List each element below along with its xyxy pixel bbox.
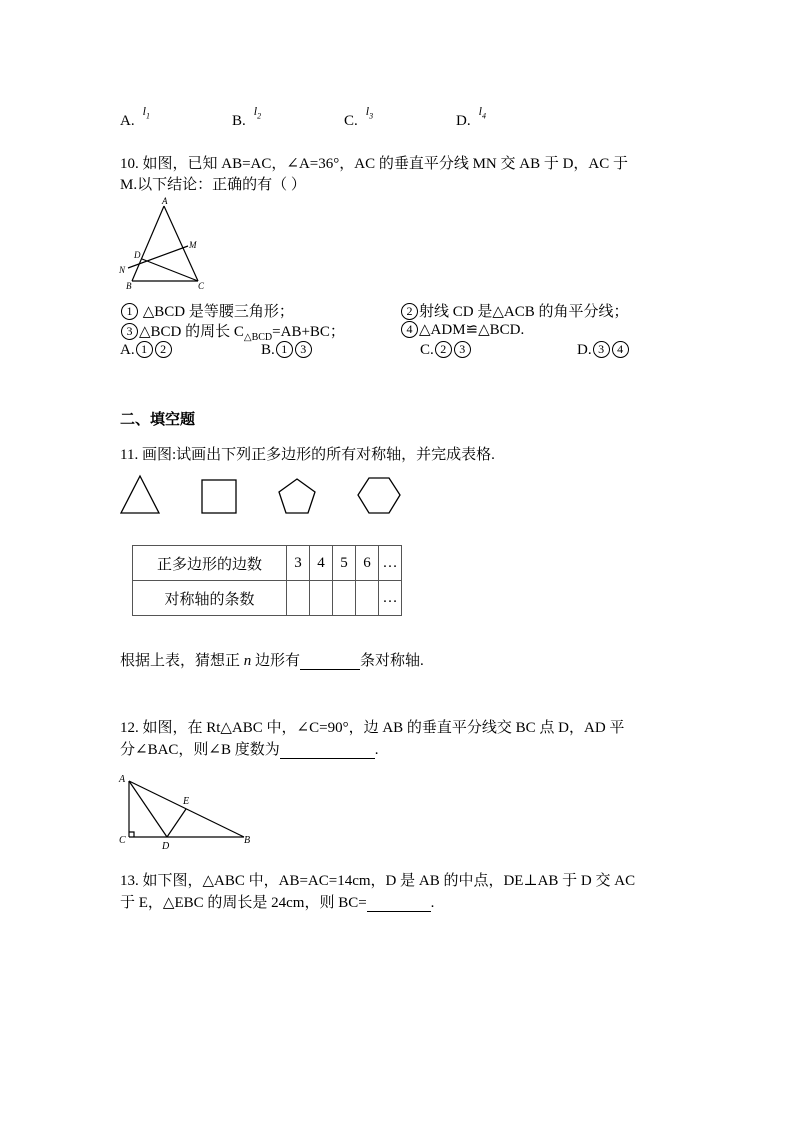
q10-conclusion-1: 1 △BCD 是等腰三角形； (120, 300, 294, 321)
q13-line1: 13. 如下图，△ABC 中，AB=AC=14cm，D 是 AB 的中点，DE⊥AB 于 D 交 AC (120, 873, 636, 889)
q13-line2: 于 E，△EBC 的周长是 24cm，则 BC= . (120, 895, 435, 911)
segment-ad (129, 781, 167, 837)
label-c: C (119, 835, 126, 846)
label-e: E (183, 796, 190, 807)
q10-figure (118, 196, 208, 290)
table-cell: 3 (287, 546, 310, 581)
q10-option-a: A. 1 2 (120, 341, 173, 359)
label-n: N (119, 265, 126, 275)
label-a: A (162, 196, 168, 206)
answer-blank[interactable] (367, 911, 431, 912)
label-d: D (134, 250, 141, 260)
table-cell-blank[interactable] (333, 581, 356, 616)
q10-line2: M.以下结论：正确的有（ ） (120, 177, 306, 193)
q10-conclusion-4: 4 △ADM≌△BCD. (400, 320, 524, 339)
section-title-fill-blank: 二、填空题 (120, 410, 196, 428)
table-row (133, 546, 402, 581)
label-b: B (126, 281, 132, 290)
q10-option-c: C. 2 3 (420, 341, 472, 359)
label-m: M (189, 240, 197, 250)
segment-de (167, 809, 186, 837)
label-b: B (244, 835, 251, 846)
hexagon-shape (358, 478, 400, 513)
table-cell-blank[interactable] (356, 581, 379, 616)
q9-option-b: B.$^{l_2}$ (232, 104, 262, 129)
table-cell: 6 (356, 546, 379, 581)
q12-figure (116, 770, 258, 852)
symmetry-table (132, 545, 402, 616)
edge-ab (132, 206, 164, 281)
table-cell: 4 (310, 546, 333, 581)
answer-blank[interactable] (280, 758, 375, 759)
square-shape (202, 480, 236, 513)
table-cell-blank[interactable] (287, 581, 310, 616)
label-a: A (119, 774, 126, 785)
right-angle-mark (129, 832, 134, 837)
table-header-axes: 对称轴的条数 (133, 581, 287, 616)
q10-line1: 10. 如图，已知 AB=AC，∠A=36°，AC 的垂直平分线 MN 交 AB 于 D，AC 于 (120, 156, 629, 172)
q12-line2: 分∠BAC，则∠B 度数为 . (120, 742, 379, 758)
table-row (133, 581, 402, 616)
table-header-sides: 正多边形的边数 (133, 546, 287, 581)
table-cell: … (379, 581, 402, 616)
answer-blank[interactable] (300, 669, 360, 670)
q10-conclusion-3: 3 △BCD 的周长 $C_{\triangle BCD}=AB+BC$； (120, 320, 345, 343)
table-cell-blank[interactable] (310, 581, 333, 616)
triangle-shape (121, 476, 159, 513)
table-cell: … (379, 546, 402, 581)
q12-line1: 12. 如图，在 Rt△ABC 中，∠C=90°，边 AB 的垂直平分线交 BC 点 D，AD 平 (120, 720, 625, 736)
q11-polygons (116, 472, 416, 520)
q9-option-d: D.$^{l_4}$ (456, 104, 486, 129)
q9-option-a: A.$^{l_1}$ (120, 104, 150, 129)
q10-conclusion-2: 2 射线 CD 是△ACB 的角平分线； (400, 300, 628, 321)
edge-ab (129, 781, 244, 837)
q10-option-b: B. 1 3 (261, 341, 313, 359)
label-d: D (162, 841, 170, 852)
q10-option-d: D. 3 4 (577, 341, 630, 359)
q9-option-c: C.$^{l_3}$ (344, 104, 374, 129)
label-c: C (198, 281, 205, 290)
pentagon-shape (279, 479, 315, 513)
q11-text: 11. 画图:试画出下列正多边形的所有对称轴，并完成表格. (120, 447, 495, 463)
q11-guess: 根据上表，猜想正 n 边形有 条对称轴. (120, 653, 424, 669)
table-cell: 5 (333, 546, 356, 581)
